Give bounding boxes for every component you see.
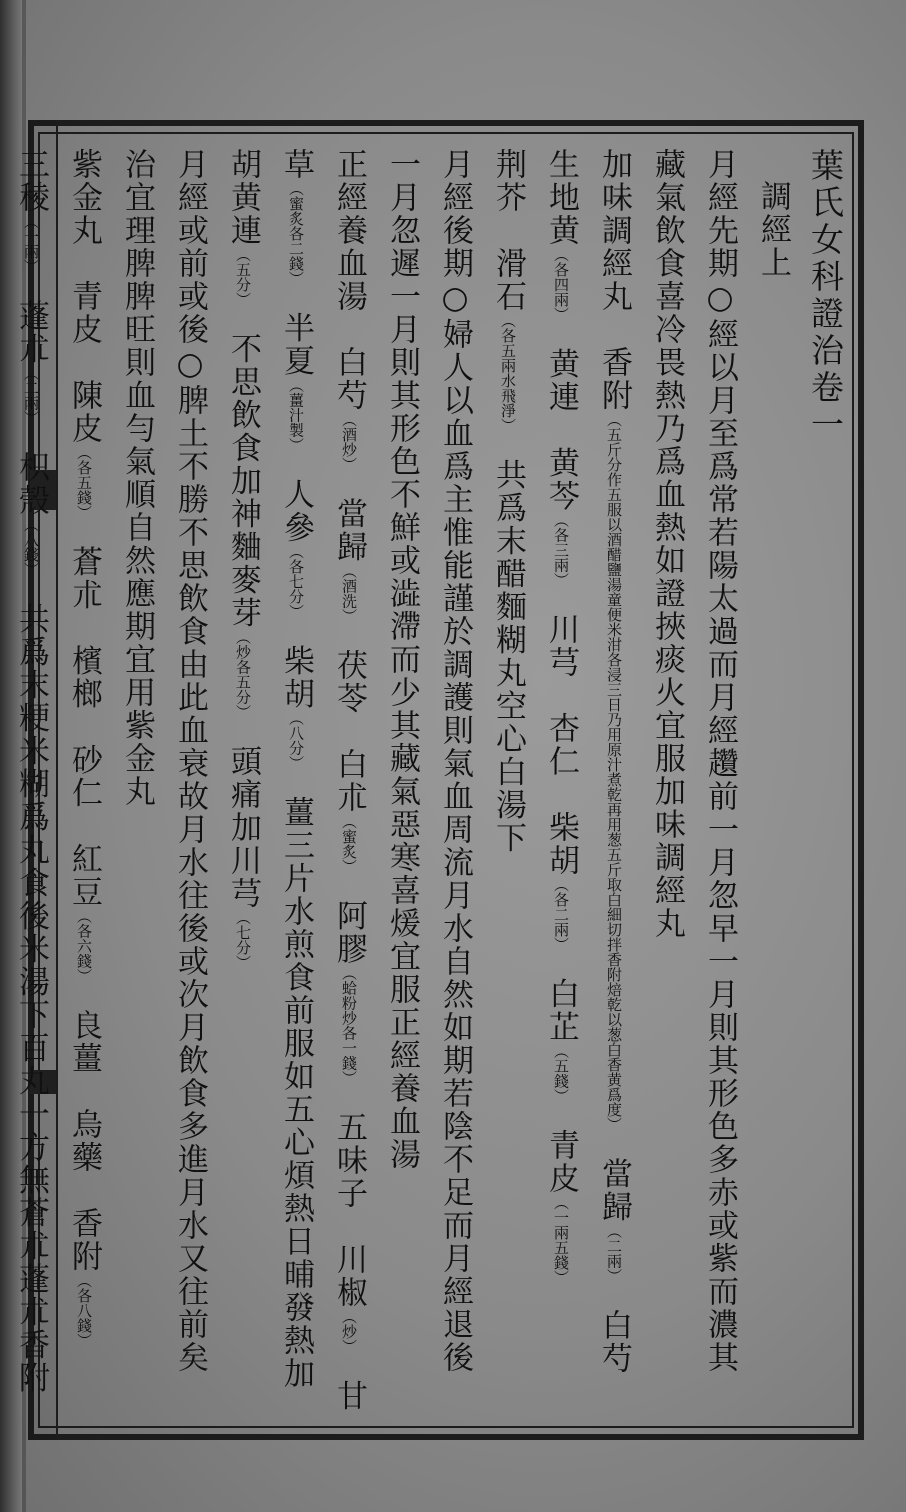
dosage-note: （酒炒） (340, 412, 358, 465)
dosage-note: （五分） (234, 247, 252, 300)
text-run: 草 (278, 148, 314, 181)
text-run: 青皮 (543, 1096, 579, 1195)
text-column: 一月忽遲一月則其形色不鮮或澁滯而少其藏氣惡寒喜煖宜服正經養血湯 (384, 148, 420, 1171)
dosage-note: （八分） (287, 710, 305, 763)
dosage-note: （二兩） (22, 365, 40, 418)
text-column: 月經或前或後○脾土不勝不思飲食由此血衰故月水往後或次月飲食多進月水又往前矣 (172, 148, 208, 1374)
text-run: 枳殼 (13, 418, 49, 517)
dosage-note: （各三兩） (552, 512, 570, 580)
text-column (57, 140, 110, 1420)
dosage-note: （五斤分作五服以酒醋鹽湯童便米泔各浸三日乃用原汁煮乾再用葱五斤取白細切拌香附焙乾以葱白香黄爲度） (605, 412, 623, 1125)
text-run: 薑三片水煎食前服如五心煩熱日晡發熱加 (278, 763, 314, 1390)
text-run: 人參 (278, 445, 314, 544)
dosage-note: （五錢） (552, 1043, 570, 1096)
text-column (216, 140, 269, 1420)
text-run: 當歸 (331, 464, 367, 564)
dosage-note: （炒各五分） (234, 629, 252, 712)
dosage-note: （各六錢） (75, 908, 93, 976)
dosage-note: （各五兩水飛淨） (499, 313, 517, 426)
dosage-note: （二兩） (605, 1223, 623, 1276)
text-run: 甘 (331, 1346, 367, 1413)
dosage-note: （一兩五錢） (552, 1195, 570, 1285)
text-run: 胡黄連 (225, 148, 261, 247)
text-run: 紫金丸 青皮 陳皮 (66, 148, 102, 445)
text-column (322, 140, 375, 1420)
text-run: 良薑 烏藥 香附 (66, 976, 102, 1273)
dosage-note: （蜜炙） (340, 814, 358, 867)
text-column (534, 140, 587, 1420)
dosage-note: （薑汁製） (287, 377, 305, 445)
text-run: 蒼朮 檳榔 砂仁 紅豆 (66, 512, 102, 909)
dosage-note: （七分） (234, 910, 252, 970)
text-run: 不思飲食加神麯麥芽 (225, 299, 261, 630)
dosage-note: （各四兩） (552, 247, 570, 315)
text-run: 白芷 (543, 944, 579, 1044)
text-column (481, 140, 534, 1420)
text-column: 月經後期○婦人以血爲主惟能謹於調護則氣血周流月水自然如期若陰不足而月經退後 (437, 148, 473, 1374)
text-run: 阿膠 (331, 866, 367, 966)
text-run: 蓬朮 (13, 266, 49, 366)
dosage-note: （酒洗） (340, 563, 358, 616)
text-column (4, 140, 57, 1420)
text-run: 加味調經丸 香附 (596, 148, 632, 412)
text-column: 月經先期○經以月至爲常若陽太過而月經趲前一月忽早一月則其形色多赤或紫而濃其 (702, 148, 738, 1374)
text-run: 頭痛加川芎 (225, 712, 261, 910)
text-run: 半夏 (278, 278, 314, 378)
text-run: 當歸 (596, 1124, 632, 1224)
page-text (13, 140, 852, 1420)
dosage-note: （各二兩） (552, 877, 570, 945)
text-column: 藏氣飲食喜冷畏熱乃爲血熱如證挾痰火宜服加味調經丸 (649, 148, 685, 940)
dosage-note: （八錢） (22, 517, 40, 570)
text-run: 三稜 (13, 148, 49, 214)
text-column (587, 140, 640, 1420)
text-run: 川芎 杏仁 柴胡 (543, 580, 579, 877)
text-run: 白芍 (596, 1276, 632, 1375)
dosage-note: （蛤粉炒各一錢） (340, 965, 358, 1078)
text-run: 正經養血湯 白芍 (331, 148, 367, 412)
text-run: 生地黄 (543, 148, 579, 247)
text-column: 治宜理脾脾旺則血勻氣順自然應期宜用紫金丸 (119, 148, 155, 808)
text-column (269, 140, 322, 1420)
text-run: 黄連 黄芩 (543, 314, 579, 513)
text-run: 柴胡 (278, 611, 314, 711)
text-run: 五味子 川椒 (331, 1078, 367, 1309)
dosage-note: （各五錢） (75, 445, 93, 513)
dosage-note: （炒） (340, 1309, 358, 1347)
text-run: 茯苓 白朮 (331, 616, 367, 814)
dosage-note: （各七分） (287, 544, 305, 612)
text-column (0, 140, 4, 1420)
dosage-note: （各八錢） (75, 1273, 93, 1348)
dosage-note: （一兩） (22, 214, 40, 267)
section-heading: 調經上 (755, 180, 791, 279)
text-run: 共爲末醋麵糊丸空心白湯下 (490, 425, 526, 855)
book-title: 葉氏女科證治卷一 (806, 148, 845, 444)
dosage-note: （蜜炙各二錢） (287, 181, 305, 279)
text-run: 共爲末粳米糊爲丸食後米湯下百丸一方無蒼朮蓬朮香附 (13, 569, 49, 1395)
text-run: 荆芥 滑石 (490, 148, 526, 313)
